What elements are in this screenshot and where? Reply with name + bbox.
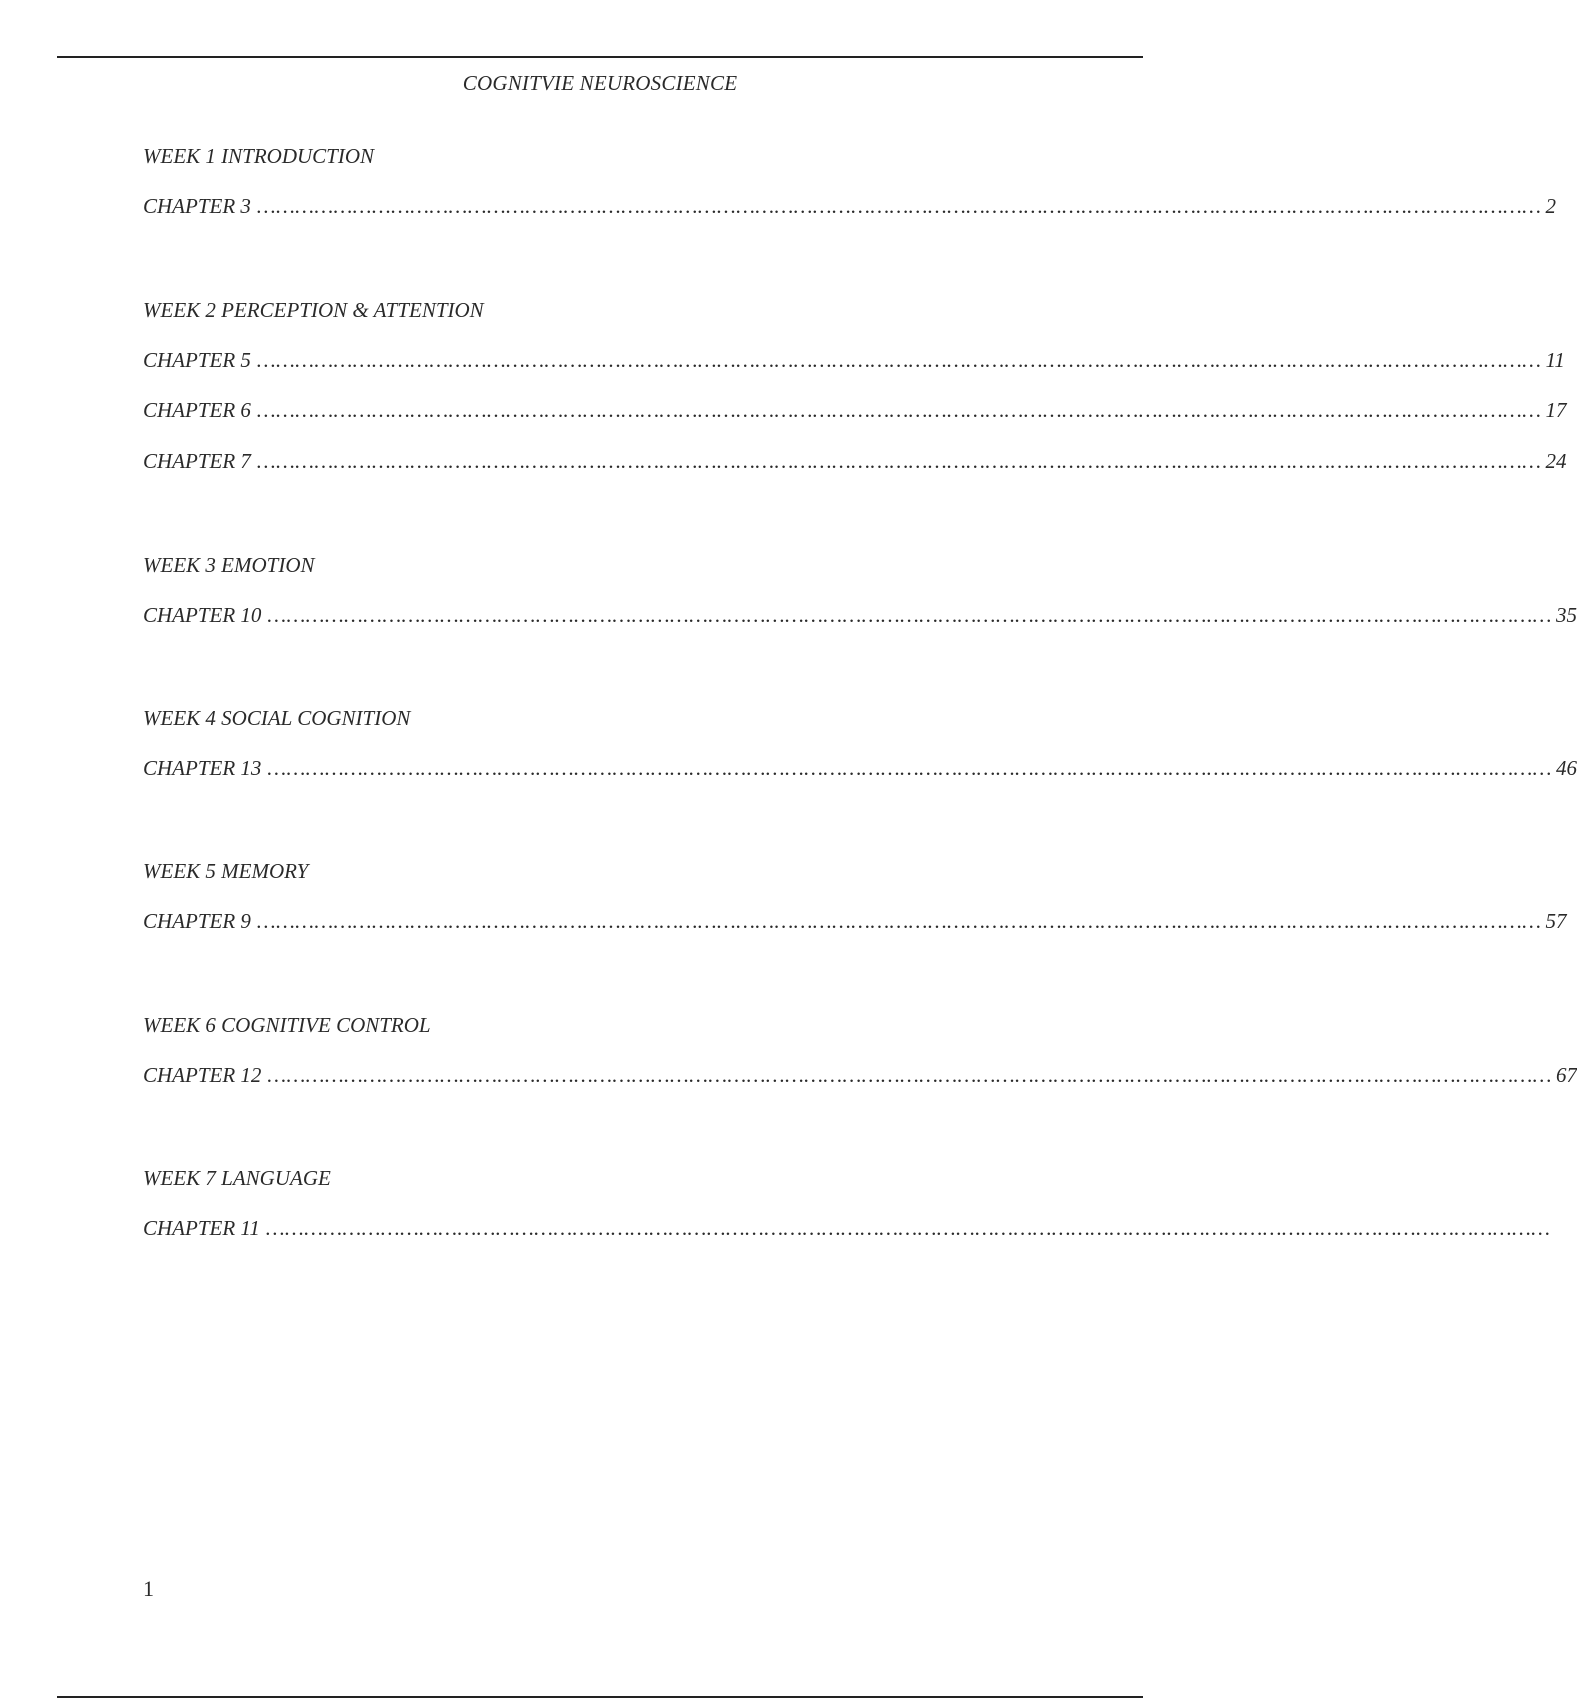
page-reference: 35: [1555, 603, 1577, 627]
toc-entry[interactable]: [143, 908, 1567, 934]
dot-leader: …………………………………………………………………………………………………………………………………………………………………………………: [267, 1063, 1552, 1087]
dot-leader: …………………………………………………………………………………………………………………………………………………………………………………: [267, 603, 1552, 627]
page-reference: 11: [1545, 348, 1565, 372]
chapter-label: CHAPTER 9: [143, 909, 251, 933]
toc-entry[interactable]: [143, 397, 1567, 423]
chapter-label: CHAPTER 11: [143, 1216, 260, 1240]
week-heading: WEEK 3 EMOTION: [143, 553, 315, 577]
week-heading: WEEK 7 LANGUAGE: [143, 1166, 331, 1190]
chapter-label: CHAPTER 12: [143, 1063, 262, 1087]
page-reference: 57: [1545, 909, 1567, 933]
toc-entry[interactable]: [143, 1215, 1551, 1241]
page-reference: 67: [1555, 1063, 1577, 1087]
page-reference: 17: [1545, 398, 1567, 422]
week-heading: WEEK 4 SOCIAL COGNITION: [143, 706, 411, 730]
chapter-label: CHAPTER 13: [143, 756, 262, 780]
dot-leader: …………………………………………………………………………………………………………………………………………………………………………………: [267, 756, 1552, 780]
page-reference: 24: [1545, 449, 1567, 473]
page-reference: 46: [1555, 756, 1577, 780]
dot-leader: …………………………………………………………………………………………………………………………………………………………………………………: [265, 1216, 1551, 1240]
chapter-label: CHAPTER 10: [143, 603, 262, 627]
toc-entry[interactable]: [143, 755, 1577, 781]
toc-entry[interactable]: [143, 347, 1565, 373]
chapter-label: CHAPTER 7: [143, 449, 251, 473]
page-reference: 2: [1545, 194, 1556, 218]
dot-leader: …………………………………………………………………………………………………………………………………………………………………………………: [256, 194, 1542, 218]
top-rule: [57, 56, 1143, 58]
dot-leader: …………………………………………………………………………………………………………………………………………………………………………………: [256, 449, 1542, 473]
toc-entry[interactable]: [143, 602, 1577, 628]
bottom-rule: [57, 1696, 1143, 1698]
dot-leader: …………………………………………………………………………………………………………………………………………………………………………………: [256, 909, 1542, 933]
chapter-label: CHAPTER 6: [143, 398, 251, 422]
toc-entry[interactable]: [143, 193, 1556, 219]
chapter-label: CHAPTER 5: [143, 348, 251, 372]
week-heading: WEEK 6 COGNITIVE CONTROL: [143, 1013, 431, 1037]
chapter-label: CHAPTER 3: [143, 194, 251, 218]
page-number: 1: [143, 1576, 154, 1601]
document-title: COGNITVIE NEUROSCIENCE: [462, 71, 738, 95]
week-heading: WEEK 1 INTRODUCTION: [143, 144, 375, 168]
toc-entry[interactable]: [143, 1062, 1577, 1088]
week-heading: WEEK 5 MEMORY: [143, 859, 309, 883]
dot-leader: …………………………………………………………………………………………………………………………………………………………………………………: [256, 348, 1542, 372]
dot-leader: …………………………………………………………………………………………………………………………………………………………………………………: [256, 398, 1542, 422]
toc-entry[interactable]: [143, 448, 1567, 474]
week-heading: WEEK 2 PERCEPTION & ATTENTION: [143, 298, 484, 322]
